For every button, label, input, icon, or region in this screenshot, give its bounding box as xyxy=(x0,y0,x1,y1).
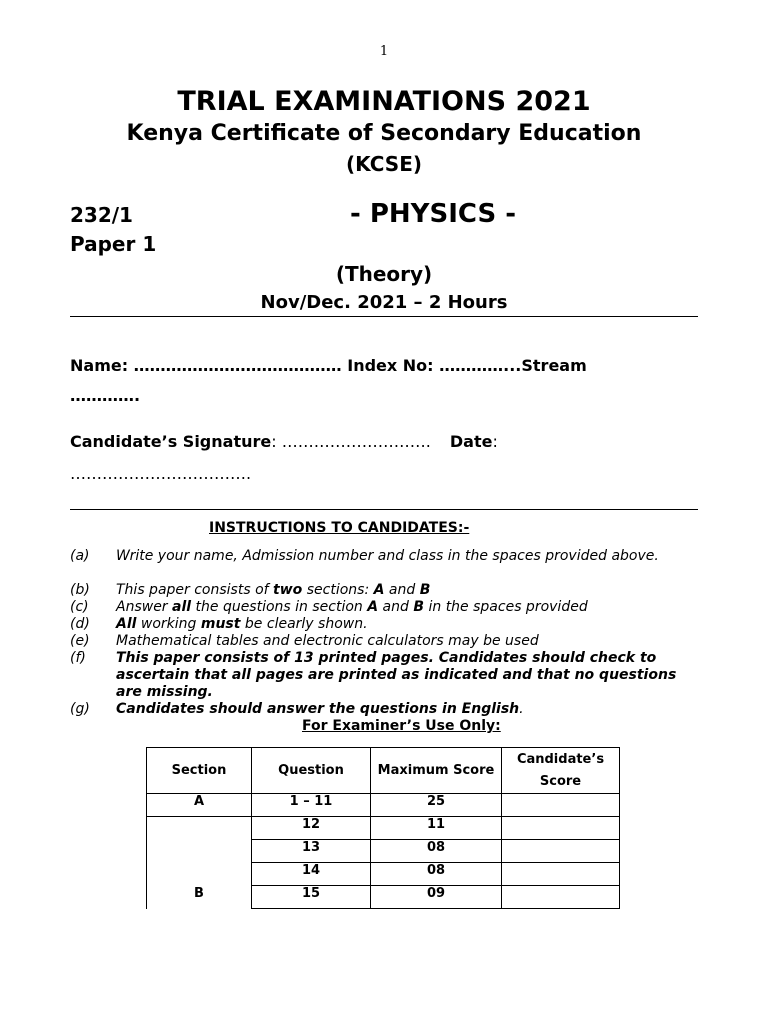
paper-label: Paper 1 xyxy=(70,232,157,256)
question-cell: 14 xyxy=(252,863,371,886)
max-score-cell: 08 xyxy=(371,863,502,886)
page-number: 1 xyxy=(379,44,389,59)
question-cell: 13 xyxy=(252,840,371,863)
subject-title: - PHYSICS - xyxy=(350,199,517,229)
column-header: Candidate’s Score xyxy=(502,748,620,794)
candidate-score-cell[interactable] xyxy=(502,817,620,840)
instruction-item xyxy=(0,701,768,718)
max-score-cell: 11 xyxy=(371,817,502,840)
signature-label: Candidate’s Signature xyxy=(70,432,272,451)
table-header-row xyxy=(147,748,620,794)
instruction-text: This paper consists of two sections: A and B xyxy=(116,582,431,598)
instruction-text: All working must be clearly shown. xyxy=(116,616,368,632)
examiner-heading: For Examiner’s Use Only: xyxy=(302,718,501,734)
name-index-field: Name: ………………………………… Index No: …………...Stream xyxy=(70,356,587,375)
instruction-text: This paper consists of 13 printed pages. Candidates should check to ascertain that all pages are printed as indicated and that no questions are missing. xyxy=(116,650,677,700)
exam-title: TRIAL EXAMINATIONS 2021 xyxy=(177,86,591,117)
candidate-score-cell[interactable] xyxy=(502,886,620,909)
instruction-letter: (d) xyxy=(70,616,90,632)
instruction-letter: (b) xyxy=(70,582,90,598)
table-row xyxy=(147,794,620,817)
header-divider xyxy=(70,316,698,317)
instruction-text: Write your name, Admission number and class in the spaces provided above. xyxy=(116,548,659,564)
table-row xyxy=(147,817,620,840)
date-colon: : xyxy=(492,432,498,451)
candidate-score-cell[interactable] xyxy=(502,863,620,886)
signature-dots: : ………………………. xyxy=(271,432,436,451)
paper-type: (Theory) xyxy=(335,262,433,286)
instruction-item xyxy=(0,599,768,616)
candidate-score-cell[interactable] xyxy=(502,794,620,817)
section-cell xyxy=(147,863,252,886)
question-cell: 1 – 11 xyxy=(252,794,371,817)
signature-date-field xyxy=(70,432,498,451)
exam-subtitle: Kenya Certificate of Secondary Education xyxy=(126,121,642,146)
instruction-item xyxy=(0,582,768,599)
question-cell: 15 xyxy=(252,886,371,909)
max-score-cell: 09 xyxy=(371,886,502,909)
question-cell: 12 xyxy=(252,817,371,840)
section-cell: B xyxy=(147,886,252,909)
table-row xyxy=(147,840,620,863)
exam-session: Nov/Dec. 2021 – 2 Hours xyxy=(260,292,508,313)
max-score-cell: 25 xyxy=(371,794,502,817)
fields-divider xyxy=(70,509,698,510)
instruction-text: Answer all the questions in section A and B in the spaces provided xyxy=(116,599,588,615)
section-cell xyxy=(147,840,252,863)
stream-dots: …………. xyxy=(70,386,141,405)
instruction-item xyxy=(0,616,768,633)
instruction-letter: (c) xyxy=(70,599,89,615)
column-header: Question xyxy=(252,748,371,794)
section-cell xyxy=(147,817,252,840)
instruction-item xyxy=(0,633,768,650)
max-score-cell: 08 xyxy=(371,840,502,863)
instructions-heading: INSTRUCTIONS TO CANDIDATES:- xyxy=(209,520,470,536)
table-row xyxy=(147,886,620,909)
instruction-item xyxy=(0,548,768,565)
instruction-letter: (f) xyxy=(70,650,86,666)
table-row xyxy=(147,863,620,886)
date-label: Date xyxy=(449,432,493,451)
paper-code: 232/1 xyxy=(70,203,133,227)
instruction-letter: (g) xyxy=(70,701,90,717)
examiner-score-table xyxy=(146,747,620,909)
section-cell: A xyxy=(147,794,252,817)
instruction-text: Mathematical tables and electronic calculators may be used xyxy=(116,633,539,649)
date-dots: ……………………………. xyxy=(70,464,252,483)
exam-acronym: (KCSE) xyxy=(346,152,422,176)
instruction-text: Candidates should answer the questions in English. xyxy=(116,701,524,717)
instruction-letter: (a) xyxy=(70,548,90,564)
instruction-letter: (e) xyxy=(70,633,90,649)
column-header: Section xyxy=(147,748,252,794)
candidate-score-cell[interactable] xyxy=(502,840,620,863)
column-header: Maximum Score xyxy=(371,748,502,794)
instruction-item xyxy=(0,650,768,701)
